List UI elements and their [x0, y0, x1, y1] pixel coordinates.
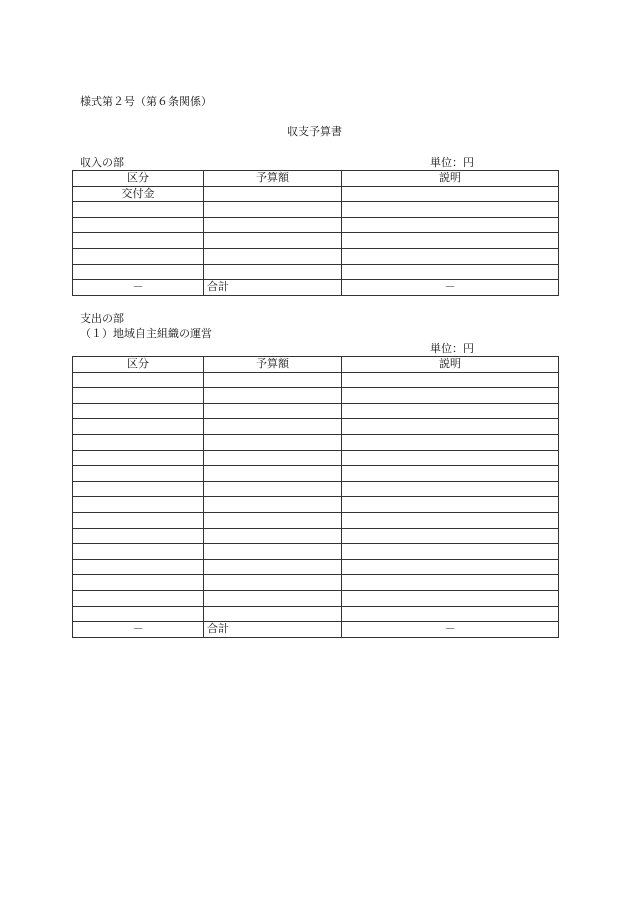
income-cell-description [342, 217, 559, 233]
expense-total-row [73, 622, 559, 638]
table-row [73, 559, 559, 575]
income-total-description: － [342, 280, 559, 296]
expense-cell-category [73, 528, 204, 544]
expense-cell-description [342, 606, 559, 622]
table-row [73, 590, 559, 606]
expense-cell-category [73, 497, 204, 513]
document-title: 収支予算書 [287, 125, 342, 138]
income-cell-budget [204, 202, 342, 218]
table-row [73, 248, 559, 264]
expense-cell-budget [204, 419, 342, 435]
income-section-title: 収入の部 [80, 156, 124, 169]
income-table [72, 170, 559, 296]
table-row [73, 434, 559, 450]
expense-cell-description [342, 497, 559, 513]
expense-cell-description [342, 481, 559, 497]
expense-cell-category [73, 559, 204, 575]
expense-cell-description [342, 434, 559, 450]
expense-total-label: 合計 [204, 622, 342, 638]
income-total-label: 合計 [204, 280, 342, 296]
expense-cell-budget [204, 590, 342, 606]
income-cell-category [73, 264, 204, 280]
table-row [73, 202, 559, 218]
income-cell-budget [204, 233, 342, 249]
table-row [73, 388, 559, 404]
income-cell-budget [204, 186, 342, 202]
income-cell-description [342, 233, 559, 249]
income-cell-budget [204, 264, 342, 280]
table-row [73, 450, 559, 466]
table-row [73, 528, 559, 544]
header-description: 説明 [342, 357, 559, 373]
expense-cell-budget [204, 528, 342, 544]
expense-section-title: 支出の部 [80, 312, 124, 325]
expense-cell-budget [204, 372, 342, 388]
expense-cell-budget [204, 575, 342, 591]
expense-unit-label: 単位：円 [430, 342, 474, 355]
expense-cell-description [342, 512, 559, 528]
income-cell-category: 交付金 [73, 186, 204, 202]
expense-cell-category [73, 434, 204, 450]
income-header-row [73, 171, 559, 187]
table-row [73, 575, 559, 591]
header-budget: 予算額 [204, 171, 342, 187]
expense-cell-budget [204, 388, 342, 404]
form-label: 様式第２号（第６条関係） [80, 95, 212, 108]
expense-cell-description [342, 450, 559, 466]
expense-table [72, 356, 559, 638]
income-unit-label: 単位：円 [430, 156, 474, 169]
table-row [73, 466, 559, 482]
income-cell-category [73, 217, 204, 233]
income-total-category: － [73, 280, 204, 296]
income-cell-budget [204, 217, 342, 233]
expense-cell-budget [204, 512, 342, 528]
expense-cell-description [342, 388, 559, 404]
table-row [73, 264, 559, 280]
table-row [73, 217, 559, 233]
expense-cell-category [73, 403, 204, 419]
expense-cell-description [342, 372, 559, 388]
income-cell-category [73, 202, 204, 218]
expense-cell-category [73, 372, 204, 388]
expense-cell-category [73, 512, 204, 528]
income-cell-description [342, 202, 559, 218]
table-row [73, 403, 559, 419]
expense-total-category: － [73, 622, 204, 638]
expense-cell-budget [204, 434, 342, 450]
table-row [73, 372, 559, 388]
table-row [73, 544, 559, 560]
expense-cell-budget [204, 466, 342, 482]
income-cell-category [73, 233, 204, 249]
expense-cell-description [342, 528, 559, 544]
expense-cell-description [342, 575, 559, 591]
table-row [73, 186, 559, 202]
expense-cell-budget [204, 481, 342, 497]
expense-cell-category [73, 575, 204, 591]
expense-subsection-title: （１）地域自主組織の運営 [80, 327, 212, 340]
expense-cell-budget [204, 497, 342, 513]
expense-cell-category [73, 419, 204, 435]
table-row [73, 497, 559, 513]
expense-cell-budget [204, 559, 342, 575]
expense-cell-budget [204, 606, 342, 622]
expense-cell-category [73, 606, 204, 622]
header-category: 区分 [73, 171, 204, 187]
expense-cell-description [342, 466, 559, 482]
expense-cell-description [342, 590, 559, 606]
table-row [73, 481, 559, 497]
expense-cell-category [73, 450, 204, 466]
table-row [73, 419, 559, 435]
expense-cell-category [73, 590, 204, 606]
income-cell-budget [204, 248, 342, 264]
expense-cell-description [342, 403, 559, 419]
income-cell-description [342, 186, 559, 202]
expense-cell-description [342, 419, 559, 435]
header-category: 区分 [73, 357, 204, 373]
expense-cell-description [342, 544, 559, 560]
expense-cell-budget [204, 450, 342, 466]
income-cell-description [342, 264, 559, 280]
header-description: 説明 [342, 171, 559, 187]
expense-header-row [73, 357, 559, 373]
expense-total-description: － [342, 622, 559, 638]
expense-cell-category [73, 466, 204, 482]
table-row [73, 512, 559, 528]
table-row [73, 606, 559, 622]
income-total-row [73, 280, 559, 296]
header-budget: 予算額 [204, 357, 342, 373]
expense-cell-category [73, 388, 204, 404]
expense-cell-category [73, 481, 204, 497]
expense-cell-budget [204, 544, 342, 560]
expense-cell-budget [204, 403, 342, 419]
income-cell-category [73, 248, 204, 264]
expense-cell-description [342, 559, 559, 575]
table-row [73, 233, 559, 249]
income-cell-description [342, 248, 559, 264]
expense-cell-category [73, 544, 204, 560]
